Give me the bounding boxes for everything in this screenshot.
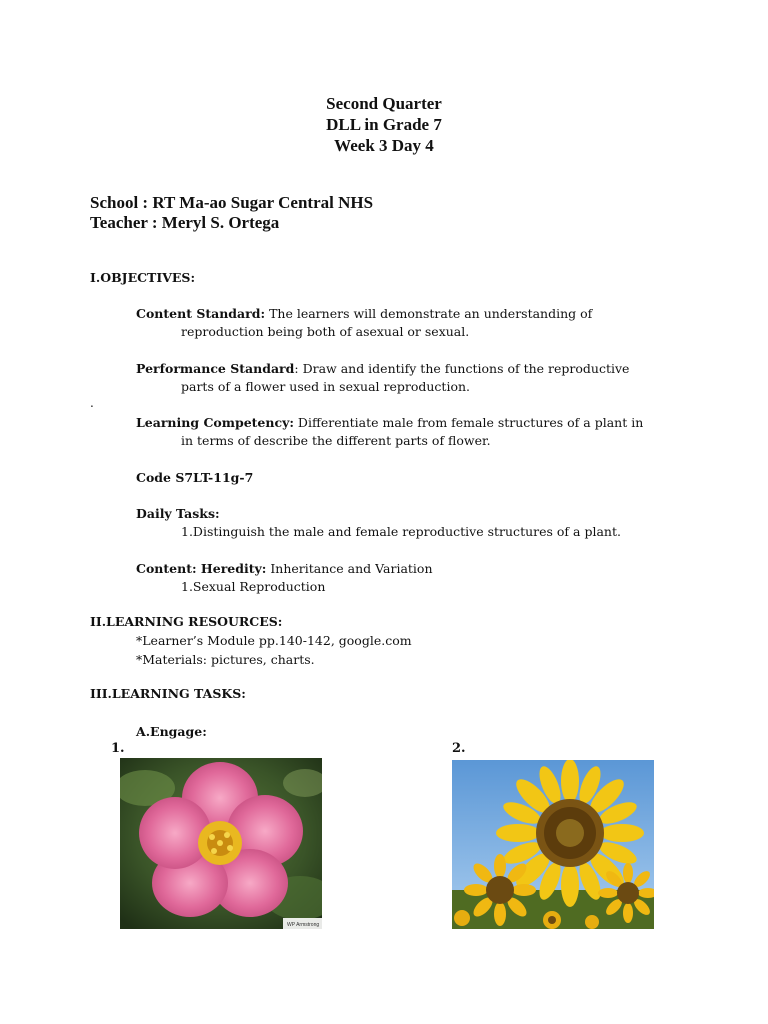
engage-line	[136, 723, 207, 741]
sunflower-photo	[452, 760, 654, 929]
performance-standard-cont: parts of a flower used in sexual reproduction.	[181, 379, 470, 394]
content-standard-label: Content Standard:	[136, 306, 266, 321]
performance-standard	[136, 360, 629, 378]
performance-standard-text: : Draw and identify the functions of the reproductive	[294, 361, 630, 376]
content-standard-text: The learners will demonstrate an understanding of	[265, 306, 593, 321]
resources-item-2: *Materials: pictures, charts.	[136, 652, 315, 667]
tasks-heading: III.LEARNING TASKS:	[90, 686, 246, 701]
pink-flower-illustration	[120, 758, 322, 929]
content-label: Content: Heredity:	[136, 561, 267, 576]
teacher-line: Teacher : Meryl S. Ortega	[90, 213, 280, 232]
photo-watermark: WP Armstrong	[287, 922, 320, 928]
performance-standard-label: Performance Standard	[136, 361, 295, 376]
school-line: School : RT Ma-ao Sugar Central NHS	[90, 193, 374, 212]
code-text: Code S7LT-11g-7	[136, 470, 254, 485]
daily-tasks-label-line	[136, 505, 220, 523]
objectives-heading: I.OBJECTIVES:	[90, 270, 196, 285]
content-standard	[136, 305, 592, 323]
daily-tasks-item: 1.Distinguish the male and female reproductive structures of a plant.	[181, 524, 621, 539]
daily-tasks-label: Daily Tasks:	[136, 506, 220, 521]
image-number-2: 2.	[452, 741, 466, 756]
resources-item-1: *Learner’s Module pp.140-142, google.com	[136, 633, 412, 648]
content-text: Inheritance and Variation	[266, 561, 433, 576]
doc-title-quarter: Second Quarter	[326, 94, 442, 113]
sunflower-illustration	[452, 760, 654, 929]
doc-title-grade: DLL in Grade 7	[326, 115, 442, 134]
learning-competency-cont: in terms of describe the different parts of flower.	[181, 433, 491, 448]
learning-competency-label: Learning Competency:	[136, 415, 294, 430]
content-item: 1.Sexual Reproduction	[181, 579, 326, 594]
content-line	[136, 560, 433, 578]
resources-heading: II.LEARNING RESOURCES:	[90, 614, 283, 629]
learning-competency-text: Differentiate male from female structures of a plant in	[293, 415, 644, 430]
content-standard-cont: reproduction being both of asexual or sexual.	[181, 324, 470, 339]
code-line	[136, 469, 253, 487]
learning-competency	[136, 414, 643, 432]
engage-label: A.Engage:	[136, 724, 207, 739]
pink-flower-photo	[120, 758, 322, 929]
image-number-1: 1.	[111, 741, 125, 756]
doc-title-week: Week 3 Day 4	[334, 136, 434, 155]
stray-dot: .	[90, 396, 94, 410]
